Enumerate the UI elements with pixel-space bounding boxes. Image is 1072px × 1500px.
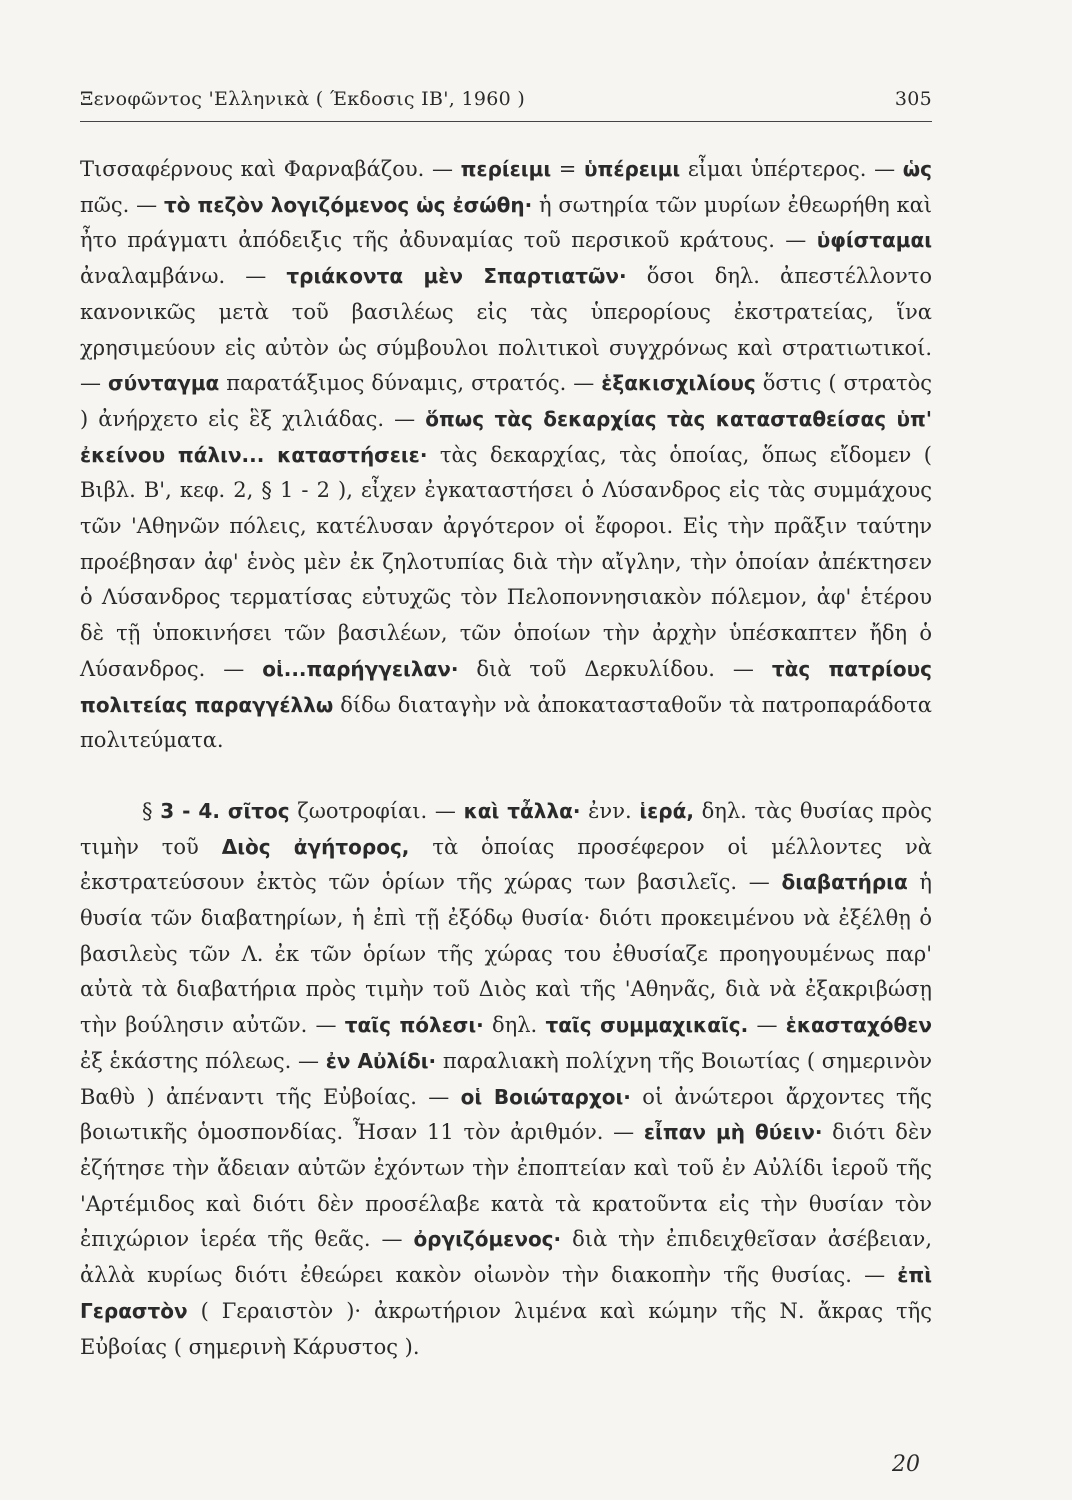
lemma: ταῖς συμμαχικαῖς. [545,1013,749,1038]
lemma: οἱ Βοιώταρχοι· [460,1084,631,1109]
commentary-paragraph-2: § 3 - 4. σῖτος ζωοτροφίαι. — καὶ τἆλλα· ἐνν. ἱερά, δηλ. τὰς θυσίας πρὸς τιμὴν τοῦ Διὸς ἀγήτορος, τὰ ὁποίας προσέφερον οἱ μέλλοντες νὰ ἐκστρατεύσουν ἐκτὸς τῶν ὁρίων τῆς χώρας των βασιλεῖς. — διαβατήρια ἡ θυσία τῶν διαβατηρίων, ἡ ἐπὶ τῇ ἐξόδῳ θυσία· διότι προκειμένου νὰ ἐξέλθῃ ὁ βασιλεὺς τῶν Λ. ἐκ τῶν ὁρίων τῆς χώρας του ἐθυσίαζε προηγουμένως παρ' αὐτὰ τὰ διαβατήρια πρὸς τιμὴν τοῦ Διὸς καὶ τῆς 'Αθηνᾶς, διὰ νὰ ἐξακριβώσῃ τὴν βούλησιν αὐτῶν. — ταῖς πόλεσι· δηλ. ταῖς συμμαχικαῖς. — ἑκασταχόθεν ἐξ ἑκάστης πόλεως. — ἐν Αὐλίδι· παραλιακὴ πολίχνη τῆς Βοιωτίας ( σημερινὸν Βαθὺ ) ἀπέναντι τῆς Εὐβοίας. — οἱ Βοιώταρχοι· οἱ ἀνώτεροι ἄρχοντες τῆς βοιωτικῆς ὁμοσπονδίας. Ἦσαν 11 τὸν ἀριθμόν. — εἶπαν μὴ θύειν· διότι δὲν ἐζήτησε τὴν ἄδειαν αὐτῶν ἐχόντων τὴν ἐποπτείαν καὶ τοῦ ἐν Αὐλίδι ἱεροῦ τῆς 'Αρτέμιδος καὶ διότι δὲν προσέλαβε κατὰ τὰ κρατοῦντα εἰς τὴν θυσίαν τὸν ἐπιχώριον ἱερέα τῆς θεᾶς. — ὀργιζόμενος· διὰ τὴν ἐπιδειχθεῖσαν ἀσέβειαν, ἀλλὰ κυρίως διότι ἐθεώρει κακὸν οἰωνὸν τὴν διακοπὴν τῆς θυσίας. — ἐπὶ Γεραστὸν ( Γεραιστὸν )· ἀκρωτήριον λιμένα καὶ κώμην τῆς Ν. ἄκρας τῆς Εὐβοίας ( σημερινὴ Κάρυστος ). [80,798,933,1359]
lemma: τριάκοντα μὲν Σπαρτιατῶν· [286,264,627,289]
lemma: ἐν Αὐλίδι· [325,1048,437,1073]
signature-mark: 20 [892,1452,920,1477]
lemma: 3 - 4. σῖτος [160,798,290,823]
lemma: περίειμι [460,157,552,181]
running-header [80,88,932,118]
lemma: ἐπὶ Γεραστὸν [80,1263,932,1323]
lemma: ὅπως τὰς δεκαρχίας τὰς κατασταθείσας ὑπ' ἐκείνου πάλιν... καταστήσειε· [80,406,932,467]
lemma: καὶ τἆλλα· [463,798,581,823]
lemma: ὀργιζόμενος· [413,1227,562,1252]
commentary-paragraph-1: Τισσαφέρνους καὶ Φαρναβάζου. — περίειμι = ὑπέρειμι εἶμαι ὑπέρτερος. — ὡς πῶς. — τὸ πεζὸν λογιζόμενος ὡς ἐσώθη· ἡ σωτηρία τῶν μυρίων ἐθεωρήθη καὶ ἦτο πράγματι ἀπόδειξις τῆς ἀδυναμίας τοῦ περσικοῦ κράτους. — ὑφίσταμαι ἀναλαμβάνω. — τριάκοντα μὲν Σπαρτιατῶν· ὅσοι δηλ. ἀπεστέλλοντο κανονικῶς μετὰ τοῦ βασιλέως εἰς τὰς ὑπερορίους ἐκστρατείας, ἵνα χρησιμεύουν εἰς αὐτὸν ὡς σύμβουλοι πολιτικοὶ συγχρόνως καὶ στρατιωτικοί. — σύνταγμα παρατάξιμος δύναμις, στρατός. — ἑξακισχιλίους ὅστις ( στρατὸς ) ἀνήρχετο εἰς ἓξ χιλιάδας. — ὅπως τὰς δεκαρχίας τὰς κατασταθείσας ὑπ' ἐκείνου πάλιν... καταστήσειε· τὰς δεκαρχίας, τὰς ὁποίας, ὅπως εἴδομεν ( Βιβλ. Β', κεφ. 2, § 1 - 2 ), εἶχεν ἐγκαταστήσει ὁ Λύσανδρος εἰς τὰς συμμάχους τῶν 'Αθηνῶν πόλεις, κατέλυσαν ἀργότερον οἱ ἔφοροι. Εἰς τὴν πρᾶξιν ταύτην προέβησαν ἀφ' ἑνὸς μὲν ἐκ ζηλοτυπίας διὰ τὴν αἴγλην, τὴν ὁποίαν ἀπέκτησεν ὁ Λύσανδρος τερματίσας εὐτυχῶς τὸν Πελοποννησιακὸν πόλεμον, ἀφ' ἑτέρου δὲ τῇ ὑποκινήσει τῶν βασιλέων, τῶν ὁποίων τὴν ἀρχὴν ὑπέσκαπτεν ἤδη ὁ Λύσανδρος. — οἱ...παρήγγειλαν· διὰ τοῦ Δερκυλίδου. — τὰς πατρίους πολιτείας παραγγέλλω δίδω διαταγὴν νὰ ἀποκατασταθοῦν τὰ πατροπαράδοτα πολιτεύματα. [80,157,933,753]
lemma: ὑπέρειμι [584,157,681,181]
lemma: ἑξακισχιλίους [601,371,756,396]
lemma: ὡς [902,157,932,181]
lemma: ἑκασταχόθεν [785,1013,933,1038]
lemma: τὸ πεζὸν λογιζόμενος ὡς ἐσώθη· [163,192,533,217]
lemma: ἱερά, [639,798,694,823]
running-title: Ξενοφῶντος 'Ελληνικὰ ( Έκδοσις ΙΒ', 1960 ) [80,88,526,110]
lemma: τὰς πατρίους πολιτείας παραγγέλλω [80,656,932,717]
lemma: οἱ...παρήγγειλαν· [262,656,459,681]
lemma: διαβατήρια [781,870,908,895]
body-text [80,152,932,1365]
lemma: ταῖς πόλεσι· [344,1013,484,1038]
lemma: σύνταγμα [108,371,220,396]
book-page [80,0,932,1500]
header-rule [80,121,932,122]
lemma: ὑφίσταμαι [816,228,932,253]
lemma: εἶπαν μὴ θύειν· [643,1120,823,1145]
page-number: 305 [894,88,932,110]
lemma: Διὸς ἀγήτορος, [221,834,410,859]
